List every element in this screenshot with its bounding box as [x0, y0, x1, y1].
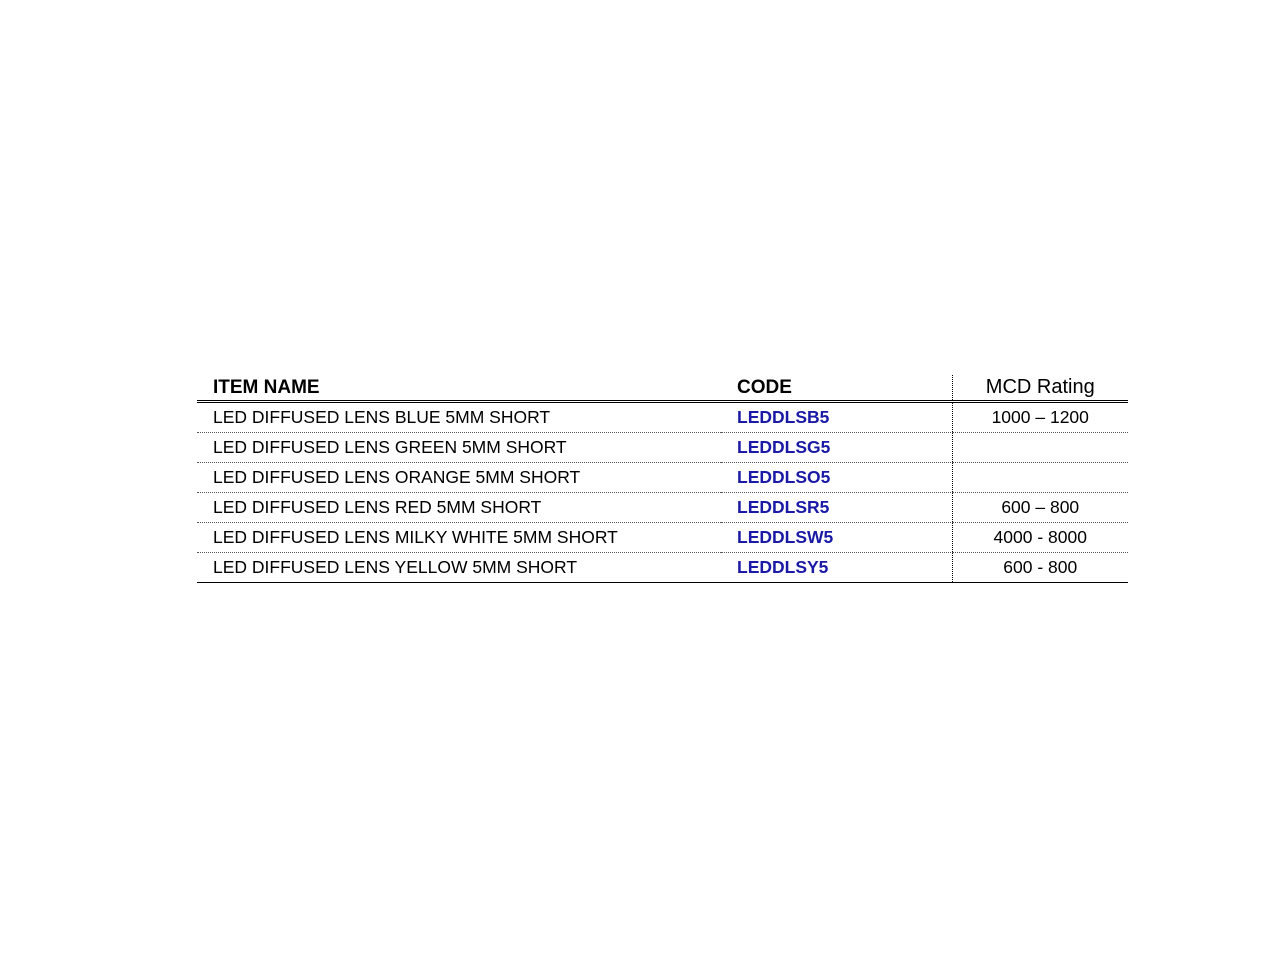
code-cell: LEDDLSY5 — [721, 553, 952, 583]
table-header-row — [197, 375, 1128, 402]
item-name-cell: LED DIFFUSED LENS YELLOW 5MM SHORT — [197, 553, 721, 583]
mcd-rating-cell: 600 - 800 — [952, 553, 1128, 583]
table-row — [197, 402, 1128, 433]
mcd-rating-cell — [952, 433, 1128, 463]
item-name-cell: LED DIFFUSED LENS ORANGE 5MM SHORT — [197, 463, 721, 493]
product-table — [197, 375, 1128, 583]
table-row — [197, 523, 1128, 553]
code-cell: LEDDLSW5 — [721, 523, 952, 553]
code-cell: LEDDLSO5 — [721, 463, 952, 493]
header-item-name: ITEM NAME — [197, 375, 721, 402]
code-cell: LEDDLSB5 — [721, 402, 952, 433]
item-name-cell: LED DIFFUSED LENS RED 5MM SHORT — [197, 493, 721, 523]
mcd-rating-cell: 4000 - 8000 — [952, 523, 1128, 553]
table-row — [197, 433, 1128, 463]
item-name-cell: LED DIFFUSED LENS BLUE 5MM SHORT — [197, 402, 721, 433]
header-mcd-rating: MCD Rating — [952, 375, 1128, 402]
item-name-cell: LED DIFFUSED LENS MILKY WHITE 5MM SHORT — [197, 523, 721, 553]
product-table-container — [197, 375, 1128, 583]
code-cell: LEDDLSR5 — [721, 493, 952, 523]
table-row — [197, 493, 1128, 523]
header-code: CODE — [721, 375, 952, 402]
code-cell: LEDDLSG5 — [721, 433, 952, 463]
mcd-rating-cell: 600 – 800 — [952, 493, 1128, 523]
item-name-cell: LED DIFFUSED LENS GREEN 5MM SHORT — [197, 433, 721, 463]
mcd-rating-cell: 1000 – 1200 — [952, 402, 1128, 433]
table-row — [197, 463, 1128, 493]
mcd-rating-cell — [952, 463, 1128, 493]
table-row — [197, 553, 1128, 583]
